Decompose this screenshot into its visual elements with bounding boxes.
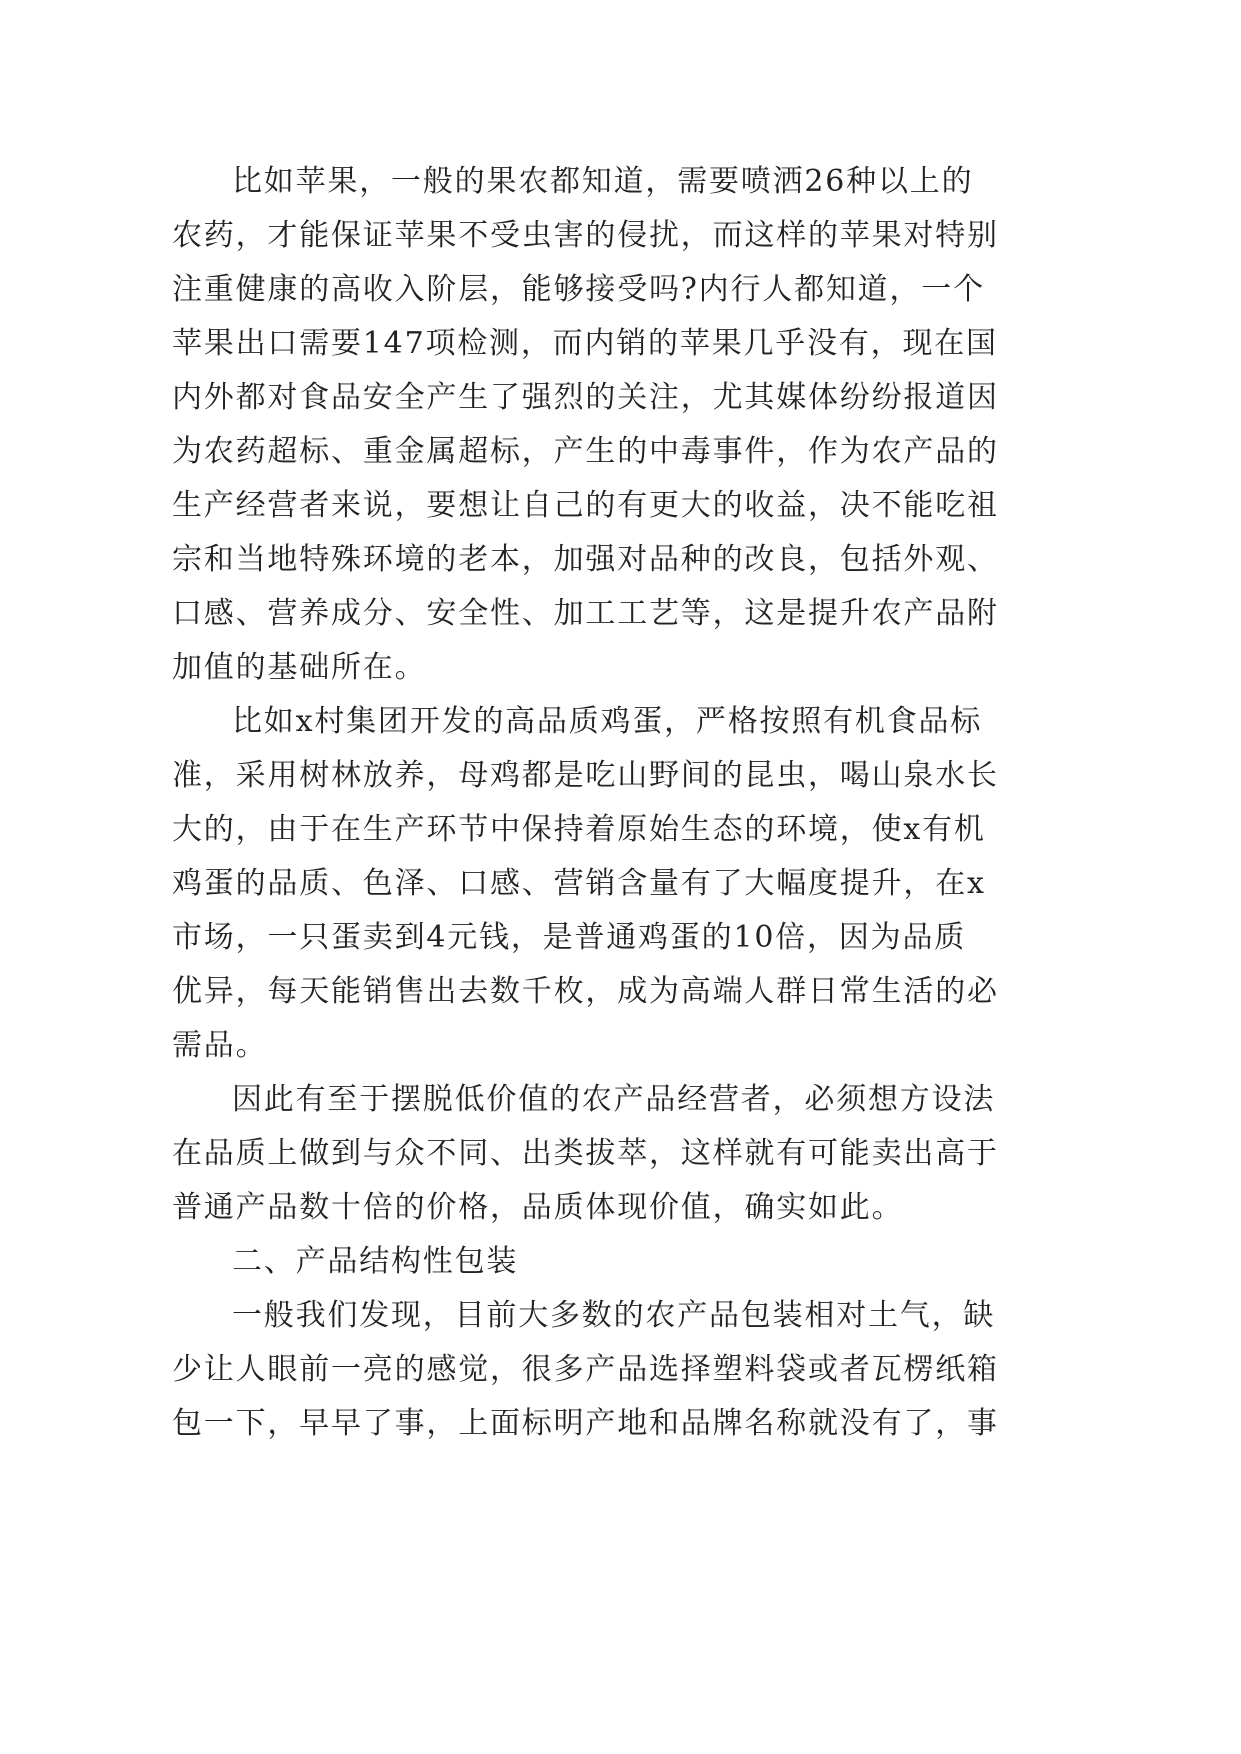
text-line: 为农药超标、重金属超标，产生的中毒事件，作为农产品的	[172, 434, 999, 469]
text-line: 加值的基础所在。	[172, 650, 427, 685]
text-line: 少让人眼前一亮的感觉，很多产品选择塑料袋或者瓦楞纸箱	[172, 1352, 999, 1387]
text-line: 鸡蛋的品质、色泽、口感、营销含量有了大幅度提升，在x	[172, 866, 986, 901]
text-line: 包一下，早早了事，上面标明产地和品牌名称就没有了，事	[172, 1406, 999, 1441]
text-line: 苹果出口需要147项检测，而内销的苹果几乎没有，现在国	[172, 326, 998, 361]
text-line: 优异，每天能销售出去数千枚，成为高端人群日常生活的必	[172, 974, 999, 1009]
text-line: 市场，一只蛋卖到4元钱，是普通鸡蛋的10倍，因为品质	[172, 920, 967, 955]
text-line: 一般我们发现，目前大多数的农产品包装相对土气，缺	[232, 1298, 996, 1333]
text-line: 需品。	[172, 1028, 268, 1063]
text-line: 普通产品数十倍的价格，品质体现价值，确实如此。	[172, 1190, 904, 1225]
text-line: 生产经营者来说，要想让自己的有更大的收益，决不能吃祖	[172, 488, 999, 523]
text-line: 农药，才能保证苹果不受虫害的侵扰，而这样的苹果对特别	[172, 218, 999, 253]
text-line: 准，采用树林放养，母鸡都是吃山野间的昆虫，喝山泉水长	[172, 758, 999, 793]
text-line: 宗和当地特殊环境的老本，加强对品种的改良，包括外观、	[172, 542, 999, 577]
text-line: 内外都对食品安全产生了强烈的关注，尤其媒体纷纷报道因	[172, 380, 999, 415]
section-heading: 二、产品结构性包装	[232, 1244, 519, 1279]
text-line: 比如x村集团开发的高品质鸡蛋，严格按照有机食品标	[232, 704, 983, 739]
text-line: 在品质上做到与众不同、出类拔萃，这样就有可能卖出高于	[172, 1136, 999, 1171]
text-line: 口感、营养成分、安全性、加工工艺等，这是提升农产品附	[172, 596, 999, 631]
text-line: 因此有至于摆脱低价值的农产品经营者，必须想方设法	[232, 1082, 996, 1117]
text-line: 比如苹果，一般的果农都知道，需要喷洒26种以上的	[232, 164, 974, 199]
text-line: 大的，由于在生产环节中保持着原始生态的环境，使x有机	[172, 812, 986, 847]
text-line: 注重健康的高收入阶层，能够接受吗?内行人都知道，一个	[172, 272, 985, 307]
